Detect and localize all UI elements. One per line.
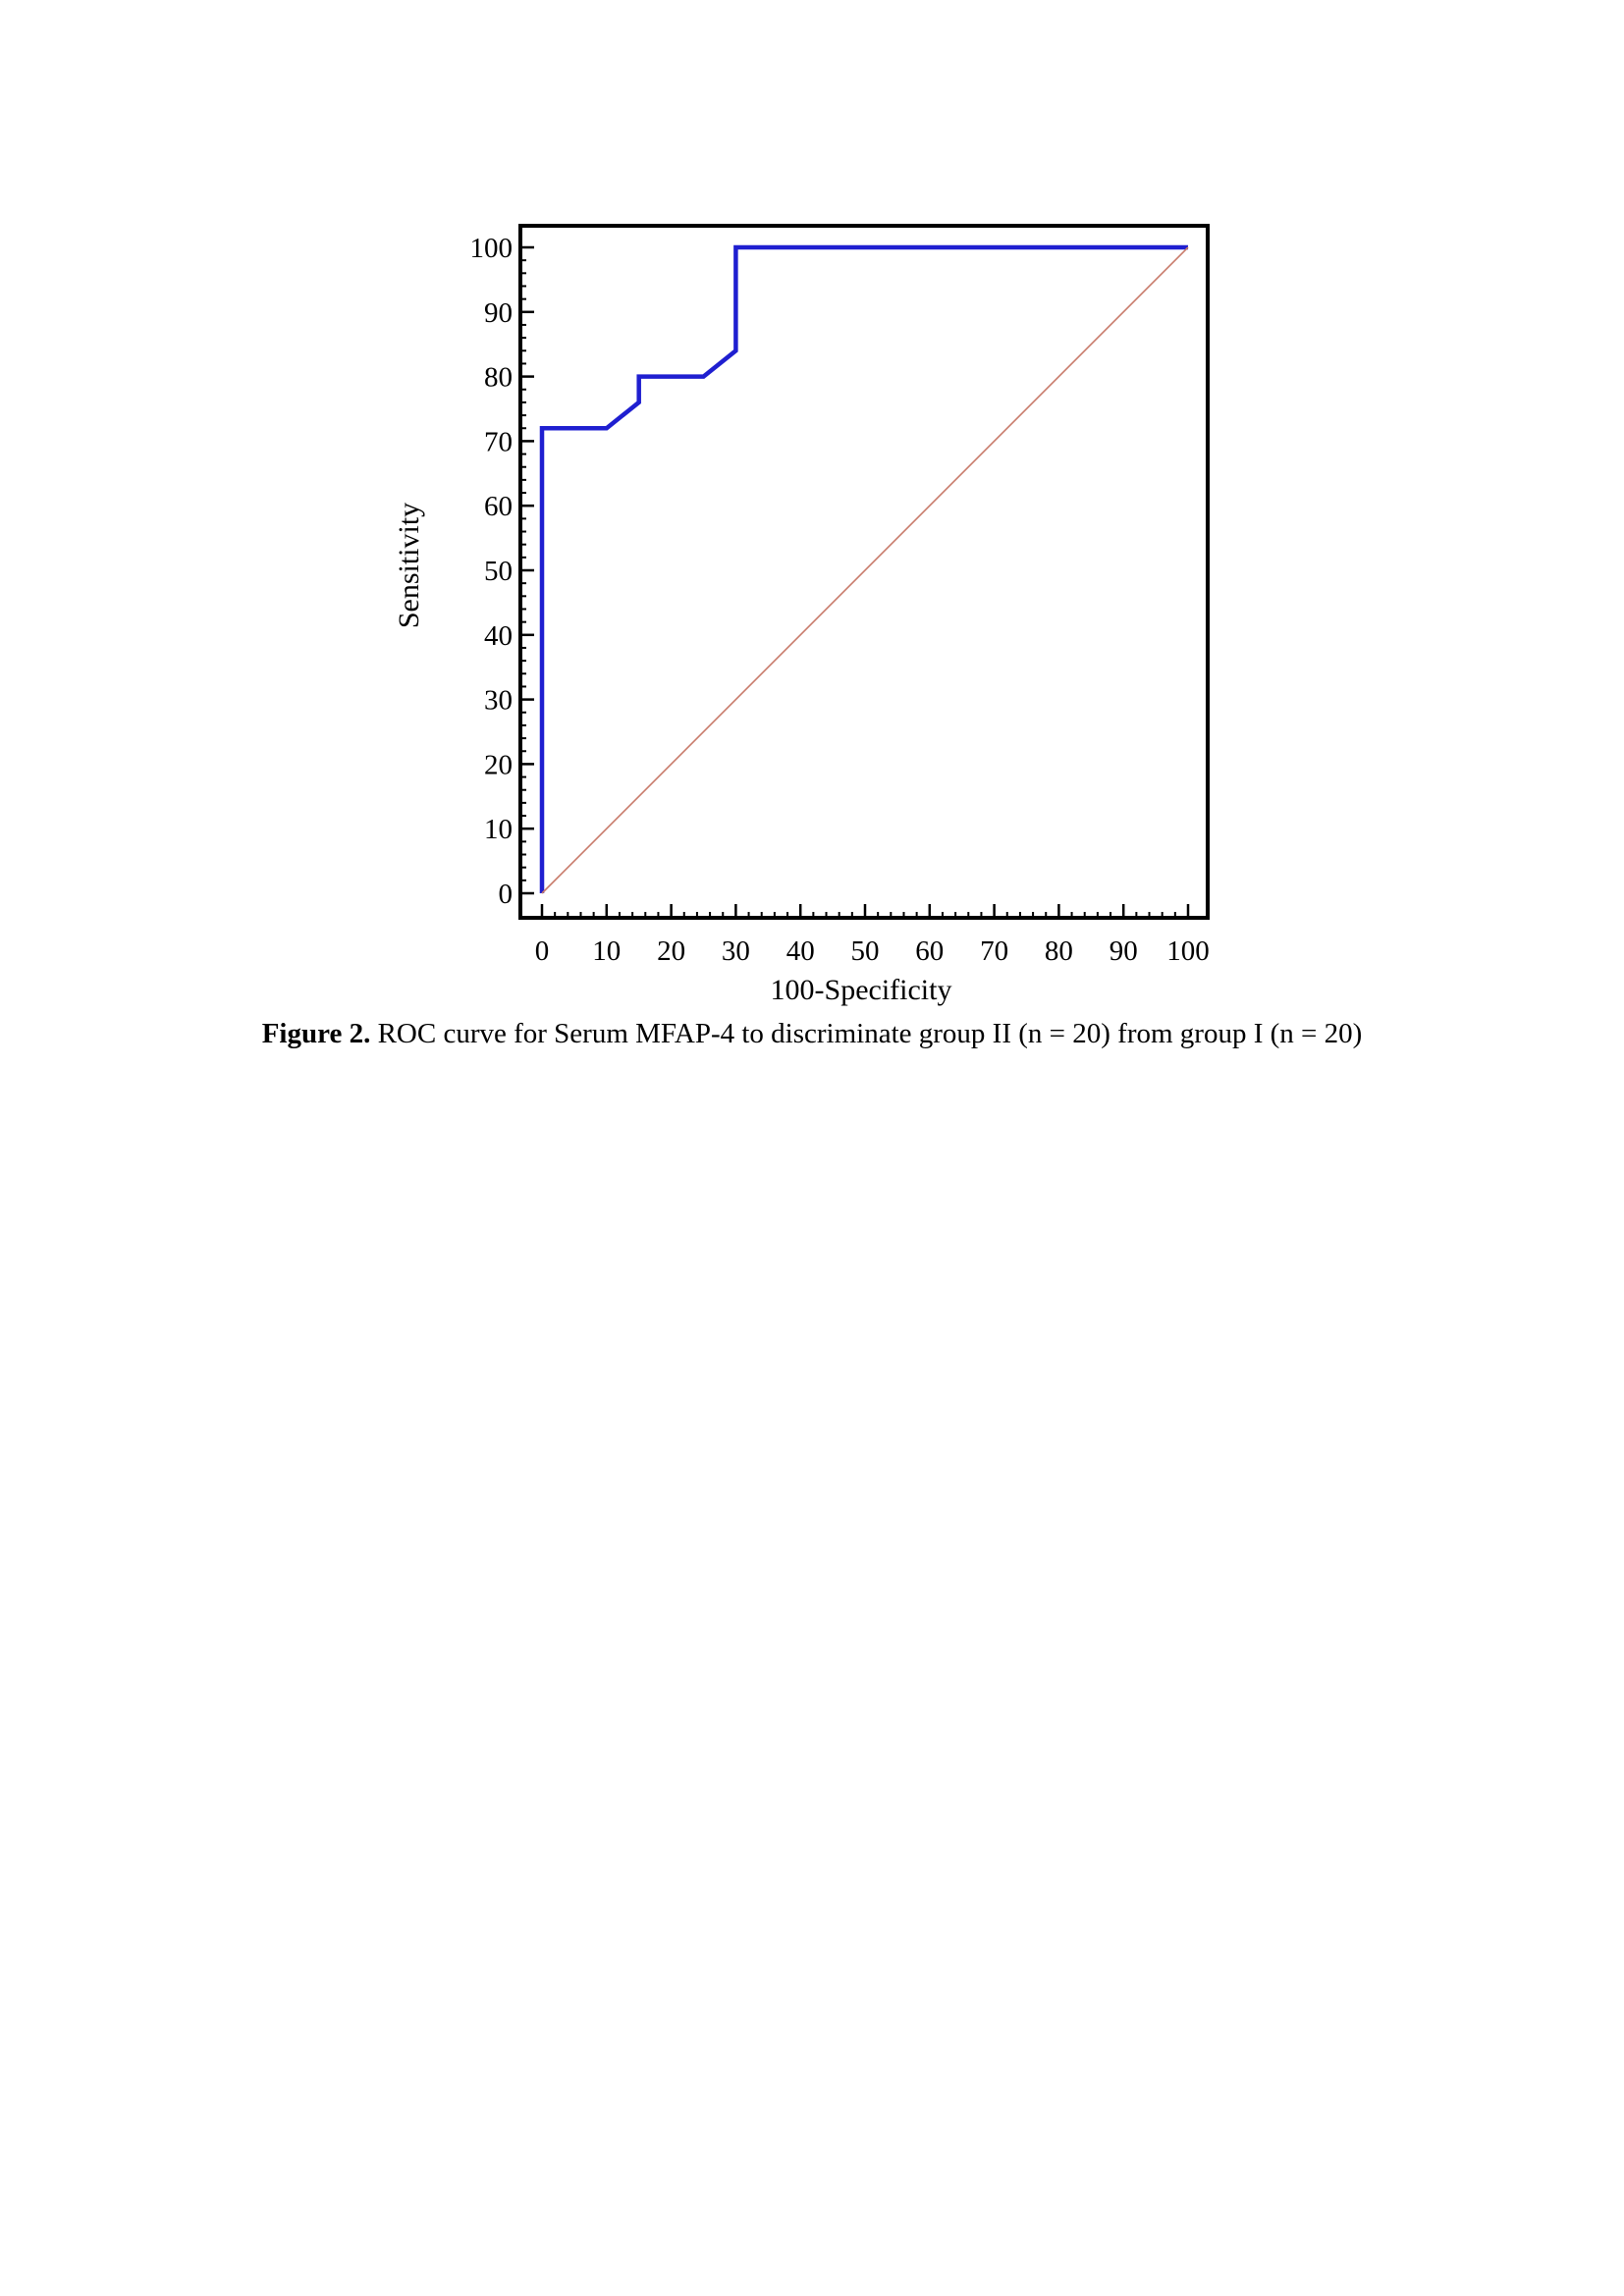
x-tick-label: 60 [915, 935, 945, 967]
y-tick-label: 10 [484, 814, 513, 846]
y-tick-label: 100 [469, 233, 513, 264]
x-tick-label: 0 [534, 935, 550, 967]
x-tick-label: 20 [657, 935, 686, 967]
x-tick-label: 90 [1109, 935, 1138, 967]
y-tick-label: 70 [484, 426, 513, 458]
roc-figure [373, 206, 1237, 1011]
y-tick-label: 90 [484, 296, 513, 329]
y-axis-label: Sensitivity [393, 502, 425, 629]
x-tick-label: 50 [850, 935, 880, 967]
x-axis-label: 100-Specificity [770, 974, 952, 1006]
x-tick-label: 40 [785, 935, 815, 967]
y-tick-label: 40 [484, 619, 513, 652]
x-tick-label: 30 [721, 935, 750, 967]
x-tick-label: 80 [1044, 935, 1073, 967]
roc-chart [373, 206, 1237, 1011]
y-tick-label: 20 [484, 749, 513, 781]
x-tick-label: 10 [592, 935, 622, 967]
x-tick-label: 70 [980, 935, 1009, 967]
y-tick-label: 80 [484, 361, 513, 394]
y-tick-label: 60 [484, 491, 513, 523]
y-tick-label: 0 [498, 879, 513, 910]
figure-caption [226, 1017, 1398, 1050]
y-tick-label: 50 [484, 556, 513, 587]
y-tick-label: 30 [484, 684, 513, 717]
reference-diagonal-line [542, 247, 1188, 893]
x-tick-label: 100 [1166, 935, 1210, 967]
caption-label: Figure 2. [261, 1018, 371, 1049]
caption-text: ROC curve for Serum MFAP-4 to discriminate group II (n = 20) from group I (n = 20) [370, 1018, 1363, 1049]
